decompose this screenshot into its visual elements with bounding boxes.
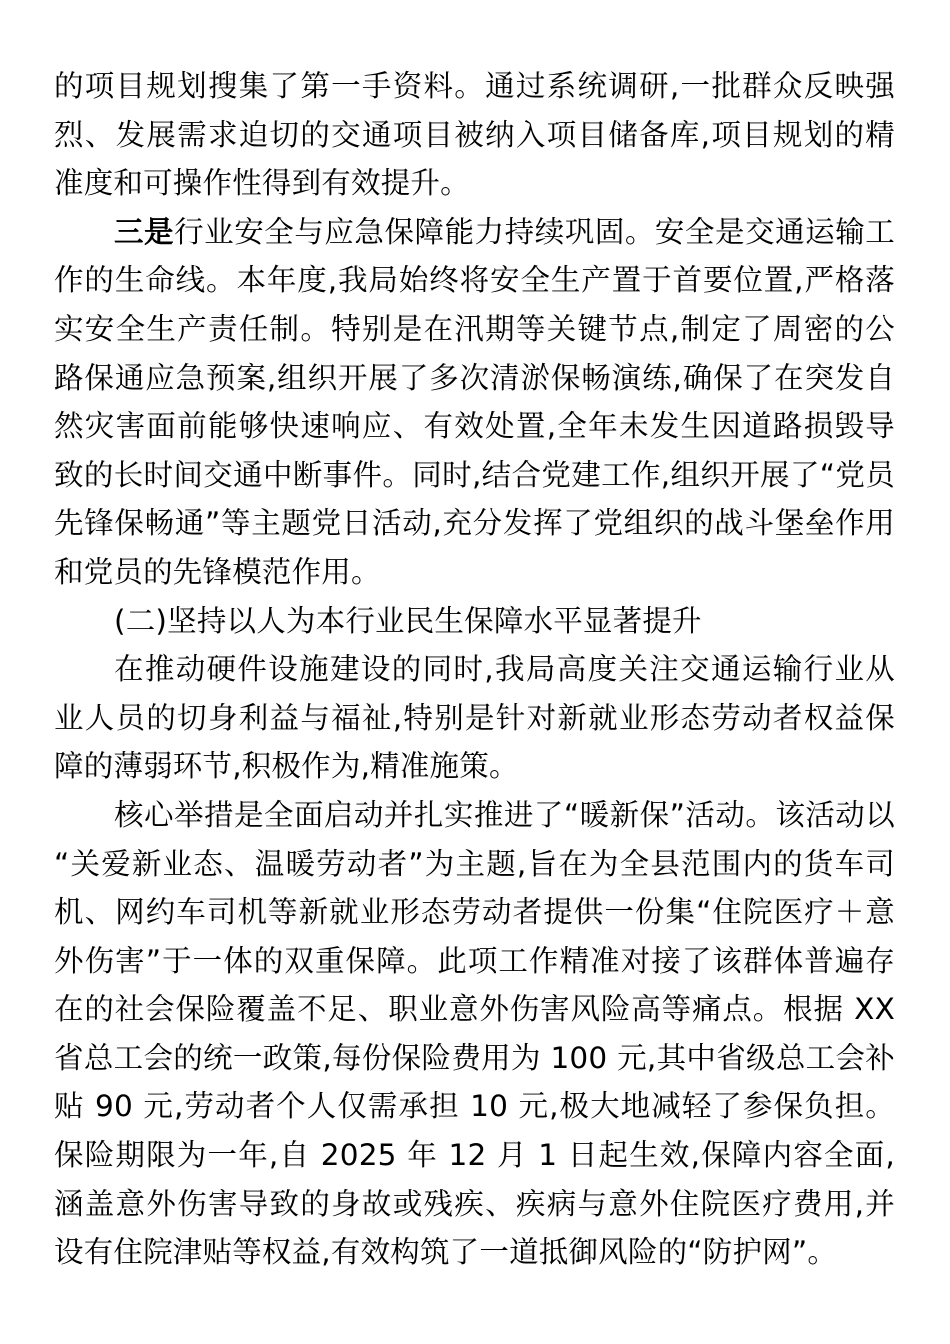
paragraph-project-planning	[54, 62, 895, 208]
paragraph-nuanxinbao-measure	[54, 791, 895, 1277]
document-body	[54, 62, 895, 1277]
paragraph-text: 行业安全与应急保障能力持续巩固。安全是交通运输工作的生命线。本年度,我局始终将安全生产置于首要位置,严格落实安全生产责任制。特别是在汛期等关键节点,制定了周密的公路保通应急预案,组织开展了多次清淤保畅演练,确保了在突发自然灾害面前能够快速响应、有效处置,全年未发生因道路损毁导致的长时间交通中断事件。同时,结合党建工作,组织开展了“党员先锋保畅通”等主题党日活动,充分发挥了党组织的战斗堡垒作用和党员的先锋模范作用。	[54, 214, 895, 589]
paragraph-livelihood-intro	[54, 645, 895, 791]
paragraph-safety-emergency	[54, 208, 895, 597]
paragraph-text: 在推动硬件设施建设的同时,我局高度关注交通运输行业从业人员的切身利益与福祉,特别是针对新就业形态劳动者权益保障的薄弱环节,积极作为,精准施策。	[54, 652, 895, 784]
paragraph-text: 核心举措是全面启动并扎实推进了“暖新保”活动。该活动以“关爱新业态、温暖劳动者”为主题,旨在为全县范围内的货车司机、网约车司机等新就业形态劳动者提供一份集“住院医疗＋意外伤害”于一体的双重保障。此项工作精准对接了该群体普遍存在的社会保险覆盖不足、职业意外伤害风险高等痛点。根据 XX 省总工会的统一政策,每份保险费用为 100 元,其中省级总工会补贴 90 元,劳动者个人仅需承担 10 元,极大地减轻了参保负担。保险期限为一年,自 2025 年 12 月 1 日起生效,保障内容全面,涵盖意外伤害导致的身故或残疾、疾病与意外住院医疗费用,并设有住院津贴等权益,有效构筑了一道抵御风险的“防护网”。	[54, 797, 895, 1270]
heading-text: (二)坚持以人为本行业民生保障水平显著提升	[114, 603, 702, 638]
heading-section-two	[54, 597, 895, 646]
lead-label-san-shi: 三是	[114, 214, 175, 249]
paragraph-text: 的项目规划搜集了第一手资料。通过系统调研,一批群众反映强烈、发展需求迫切的交通项目被纳入项目储备库,项目规划的精准度和可操作性得到有效提升。	[54, 69, 895, 201]
